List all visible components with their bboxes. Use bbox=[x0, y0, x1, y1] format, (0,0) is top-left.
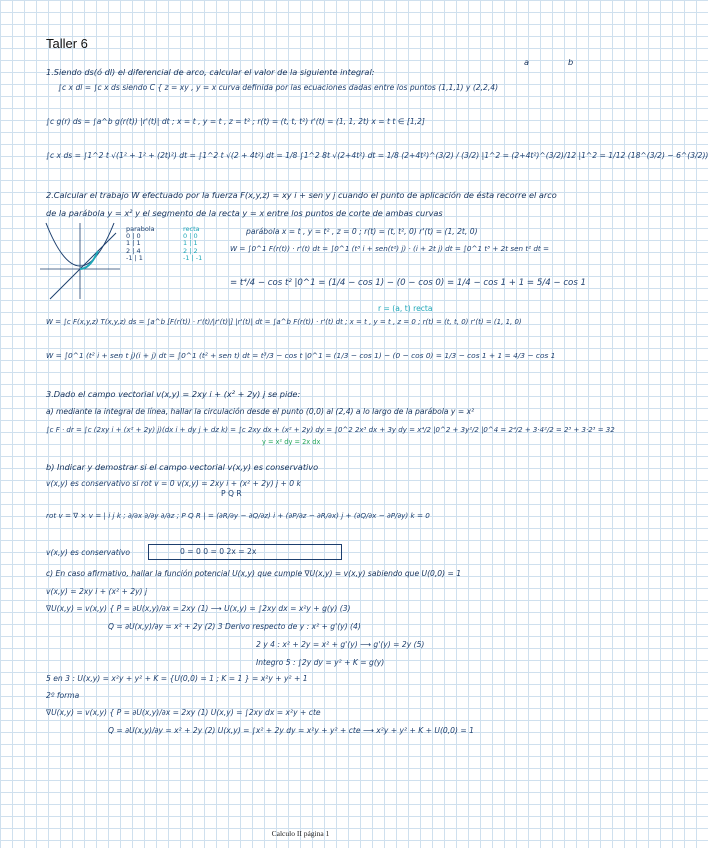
parabola-table-row: 1 | 1 bbox=[126, 239, 141, 248]
problem-3b-curl-computation: rot v = ∇ × v = | i j k ; ∂/∂x ∂/∂y ∂/∂z ; P Q R | = (∂R/∂y − ∂Q/∂z) i + (∂P/∂z − ∂R/∂x) j + (∂Q/∂x − ∂P/∂y) k = 0 bbox=[46, 511, 430, 520]
problem-3b-condition: v(x,y) es conservativo si rot v = 0 v(x,y) = 2xy i + (x² + 2y) j + 0 k bbox=[46, 479, 301, 488]
parabola-line-sketch bbox=[40, 221, 124, 301]
problem-1-line-integral-formula: ∫c g(r) ds = ∫a^b g(r(t)) |r'(t)| dt ; x = t , y = t , z = t² ; r(t) = (t, t, t²) r'(t) = (1, 1, 2t) x = t t ∈ [1,2] bbox=[46, 117, 425, 126]
problem-3c-step-2-4: 2 y 4 : x² + 2y = x² + g'(y) ⟶ g'(y) = 2y (5) bbox=[256, 640, 425, 649]
line-table-row: 1 | 1 bbox=[183, 239, 198, 248]
problem-2-work-parabola-result: = t⁴/4 − cos t² |0^1 = (1/4 − cos 1) − (0 − cos 0) = 1/4 − cos 1 + 1 = 5/4 − cos 1 bbox=[230, 278, 586, 288]
problem-3-statement: 3.Dado el campo vectorial v(x,y) = 2xy i + (x² + 2y) j se pide: bbox=[46, 389, 301, 399]
point-label-b: b bbox=[568, 57, 574, 67]
parabola-table-row: -1 | 1 bbox=[126, 253, 143, 262]
problem-3c-system-line-2: Q = ∂U(x,y)/∂y = x² + 2y (2) 3 Derivo respecto de y : x² + g'(y) (4) bbox=[108, 622, 361, 631]
problem-2-parabola-parametrization: parábola x = t , y = t² , z = 0 ; r(t) = (t, t², 0) r'(t) = (1, 2t, 0) bbox=[246, 227, 478, 236]
parabola-table-row: 2 | 4 bbox=[126, 246, 141, 255]
problem-3a-statement: a) mediante la integral de línea, hallar la circulación desde el punto (0,0) al (2,4) a lo largo de la parábola y = x² bbox=[46, 407, 475, 416]
problem-3c-step-integrate: Integro 5 : ∫2y dy = y² + K = g(y) bbox=[256, 658, 385, 667]
problem-1-curve-definition: ∫c x dl = ∫c x ds siendo C { z = xy , y = x curva definida por las ecuaciones dadas entre los puntos (1,1,1) y (2,2,4) bbox=[58, 83, 499, 92]
problem-2-statement-line-2: de la parábola y = x² y el segmento de la recta y = x entre los puntos de corte de ambas curvas bbox=[46, 208, 443, 218]
problem-3c-statement: c) En caso afirmativo, hallar la función potencial U(x,y) que cumple ∇U(x,y) = v(x,y) sabiendo que U(0,0) = 1 bbox=[46, 569, 462, 578]
page-footer: Calculo II página 1 bbox=[271, 829, 330, 838]
line-value-table bbox=[183, 226, 202, 262]
parabola-table-label: parabola bbox=[126, 225, 155, 233]
problem-3b-conclusion-label: v(x,y) es conservativo bbox=[46, 548, 131, 557]
problem-3c-second-method-label: 2º forma bbox=[46, 691, 80, 700]
problem-3c-system-line-1: ∇U(x,y) = v(x,y) { P = ∂U(x,y)/∂x = 2xy (1) ⟶ U(x,y) = ∫2xy dx = x²y + g(y) (3) bbox=[46, 604, 351, 613]
problem-2-statement-line-1: 2.Calcular el trabajo W efectuado por la fuerza F(x,y,z) = xy i + sen y j cuando el punto de aplicación de ésta recorre el arco bbox=[46, 190, 557, 200]
problem-2-line-marks: r = (a, t) recta bbox=[378, 304, 433, 313]
problem-3b-pqr-labels: P Q R bbox=[221, 489, 242, 498]
line-table-label: recta bbox=[183, 225, 200, 233]
problem-3c-result: 5 en 3 : U(x,y) = x²y + y² + K = {U(0,0) = 1 ; K = 1 } = x²y + y² + 1 bbox=[46, 674, 308, 683]
problem-2-work-line-result: W = ∫0^1 (t² i + sen t j)(i + j) dt = ∫0^1 (t² + sen t) dt = t³/3 − cos t |0^1 = (1/3 − cos 1) − (0 − cos 0) = 1/3 − cos 1 + 1 = 4/3 − cos 1 bbox=[46, 351, 556, 360]
line-table-row: 0 | 0 bbox=[183, 232, 198, 241]
page-title: Taller 6 bbox=[46, 36, 88, 51]
problem-2-work-parabola-setup: W = ∫0^1 F(r(t)) · r'(t) dt = ∫0^1 (t³ i + sen(t²) j) · (i + 2t j) dt = ∫0^1 t³ + 2t sen t² dt = bbox=[230, 244, 550, 253]
line-table-row: 2 | 2 bbox=[183, 246, 198, 255]
line-table-row: -1 | -1 bbox=[183, 253, 203, 262]
problem-3c-second-method-line-1: ∇U(x,y) = v(x,y) { P = ∂U(x,y)/∂x = 2xy (1) U(x,y) = ∫2xy dx = x²y + cte bbox=[46, 708, 321, 717]
problem-3c-field: v(x,y) = 2xy i + (x² + 2y) j bbox=[46, 587, 148, 596]
problem-3c-second-method-line-2: Q = ∂U(x,y)/∂y = x² + 2y (2) U(x,y) = ∫x² + 2y dy = x²y + y² + cte ⟶ x²y + y² + K + U(0,0) = 1 bbox=[108, 726, 474, 735]
line-y-equals-x bbox=[50, 233, 116, 299]
problem-3a-substitution: y = x² dy = 2x dx bbox=[262, 438, 321, 446]
point-label-a: a bbox=[524, 57, 530, 67]
parabola-value-table bbox=[126, 226, 155, 262]
problem-3b-equalities: 0 = 0 0 = 0 2x = 2x bbox=[180, 547, 257, 556]
problem-2-work-line-setup: W = ∫c F(x,y,z) T(x,y,z) ds = ∫a^b [F(r(t)) · r'(t)/|r'(t)|] |r'(t)| dt = ∫a^b F(r(t)) · r'(t) dt ; x = t , y = t , z = 0 ; r(t) = (t, t, 0) r'(t) = (1, 1, 0) bbox=[46, 318, 522, 326]
problem-3a-solution: ∫c F · dr = ∫c (2xy i + (x² + 2y) j)(dx i + dy j + dz k) = ∫c 2xy dx + (x² + 2y) dy = ∫0^2 2x³ dx + 3y dy = x⁴/2 |0^2 + 3y²/2 |0^4 = 2⁴/2 + 3·4²/2 = 2³ + 3·2³ = 32 bbox=[46, 426, 615, 434]
problem-3b-statement: b) Indicar y demostrar si el campo vectorial v(x,y) es conservativo bbox=[46, 462, 319, 472]
problem-1-solution: ∫c x ds = ∫1^2 t √(1² + 1² + (2t)²) dt = ∫1^2 t √(2 + 4t²) dt = 1/8 ∫1^2 8t √(2+4t²) dt = 1/8 (2+4t²)^(3/2) / (3/2) |1^2 = (2+4t²)^(3/2)/12 |1^2 = 1/12 (18^(3/2) − 6^(3/2)) bbox=[46, 151, 708, 160]
parabola-table-row: 0 | 0 bbox=[126, 232, 141, 241]
problem-1-statement: 1.Siendo ds(ó dl) el diferencial de arco, calcular el valor de la siguiente integral: bbox=[46, 67, 375, 77]
